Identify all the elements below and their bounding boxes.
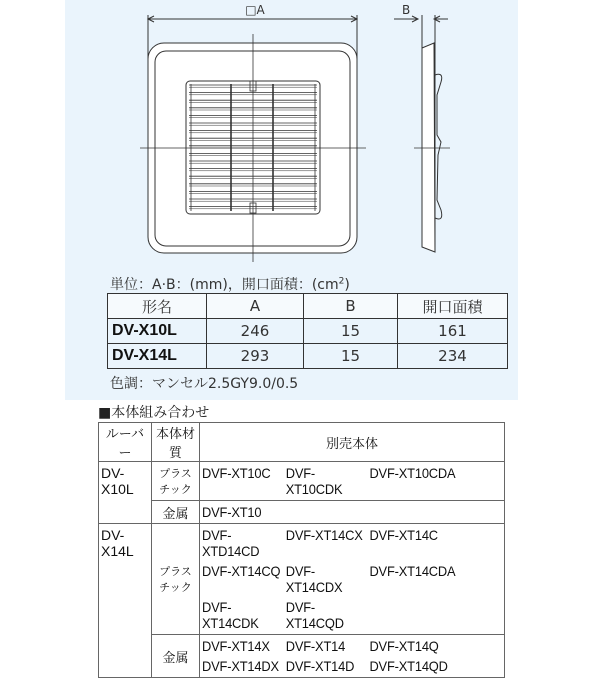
combo-row: [99, 462, 505, 501]
header-area: 開口面積: [398, 294, 508, 319]
product-model: DVF-XT14D: [285, 658, 355, 674]
model-cell: DV-X10L: [108, 319, 207, 344]
area-cell: 234: [398, 344, 508, 369]
product-model: DVF-XT14DX: [202, 658, 279, 674]
spec-table: [107, 293, 508, 369]
product-model: DVF-XTD14CD: [202, 527, 260, 559]
material-cell: 金属: [151, 635, 199, 678]
header-body: 別売本体: [200, 423, 505, 462]
louver-cell: DV-X14L: [99, 524, 152, 678]
product-model: DVF-XT14: [285, 638, 346, 654]
product-model: DVF-XT10CDK: [285, 465, 343, 497]
dim-a-label: □A: [245, 3, 265, 17]
product-model: DVF-XT14C: [369, 527, 438, 543]
product-model: DVF-XT10CDA: [369, 465, 456, 481]
product-model: DVF-XT10C: [202, 465, 271, 481]
combo-row: [99, 524, 505, 635]
combo-row: [99, 635, 505, 678]
louver-cell: DV-X10L: [99, 462, 152, 524]
area-cell: 161: [398, 319, 508, 344]
combo-title: ■本体組み合わせ: [98, 405, 210, 421]
product-model: DVF-XT10: [202, 504, 262, 520]
a-cell: 246: [207, 319, 304, 344]
dim-b-label: B: [402, 3, 411, 17]
spec-row: [108, 319, 508, 344]
side-profile: [422, 43, 435, 252]
product-model: DVF-XT14CDA: [369, 563, 456, 579]
spec-row: [108, 344, 508, 369]
model-cell: DV-X14L: [108, 344, 207, 369]
product-model: DVF-XT14CDX: [285, 563, 343, 595]
louver-drawing: [0, 0, 600, 270]
material-cell: プラスチック: [151, 462, 199, 501]
product-model: DVF-XT14CQ: [202, 563, 281, 579]
b-cell: 15: [304, 344, 398, 369]
product-model: DVF-XT14Q: [369, 638, 439, 654]
product-model: DVF-XT14CX: [285, 527, 363, 543]
header-a: A: [207, 294, 304, 319]
spec-header-row: [108, 294, 508, 319]
color-note: 色調：マンセル2.5GY9.0/0.5: [110, 376, 299, 392]
unit-note: 単位：A·B：(mm)，開口面積：$(cm^2)$: [110, 276, 350, 293]
combo-row: [99, 501, 505, 524]
b-cell: 15: [304, 319, 398, 344]
header-louver: ルーバー: [99, 423, 152, 462]
a-cell: 293: [207, 344, 304, 369]
material-cell: 金属: [151, 501, 199, 524]
product-model: DVF-XT14CQD: [285, 599, 344, 631]
product-model: DVF-XT14CDK: [202, 599, 259, 631]
header-material: 本体材質: [151, 423, 199, 462]
combo-table: [98, 422, 505, 678]
header-b: B: [304, 294, 398, 319]
combo-header-row: [99, 423, 505, 462]
product-model: DVF-XT14QD: [369, 658, 448, 674]
material-cell: プラスチック: [151, 524, 199, 635]
product-model: DVF-XT14X: [202, 638, 270, 654]
header-model: 形名: [108, 294, 207, 319]
